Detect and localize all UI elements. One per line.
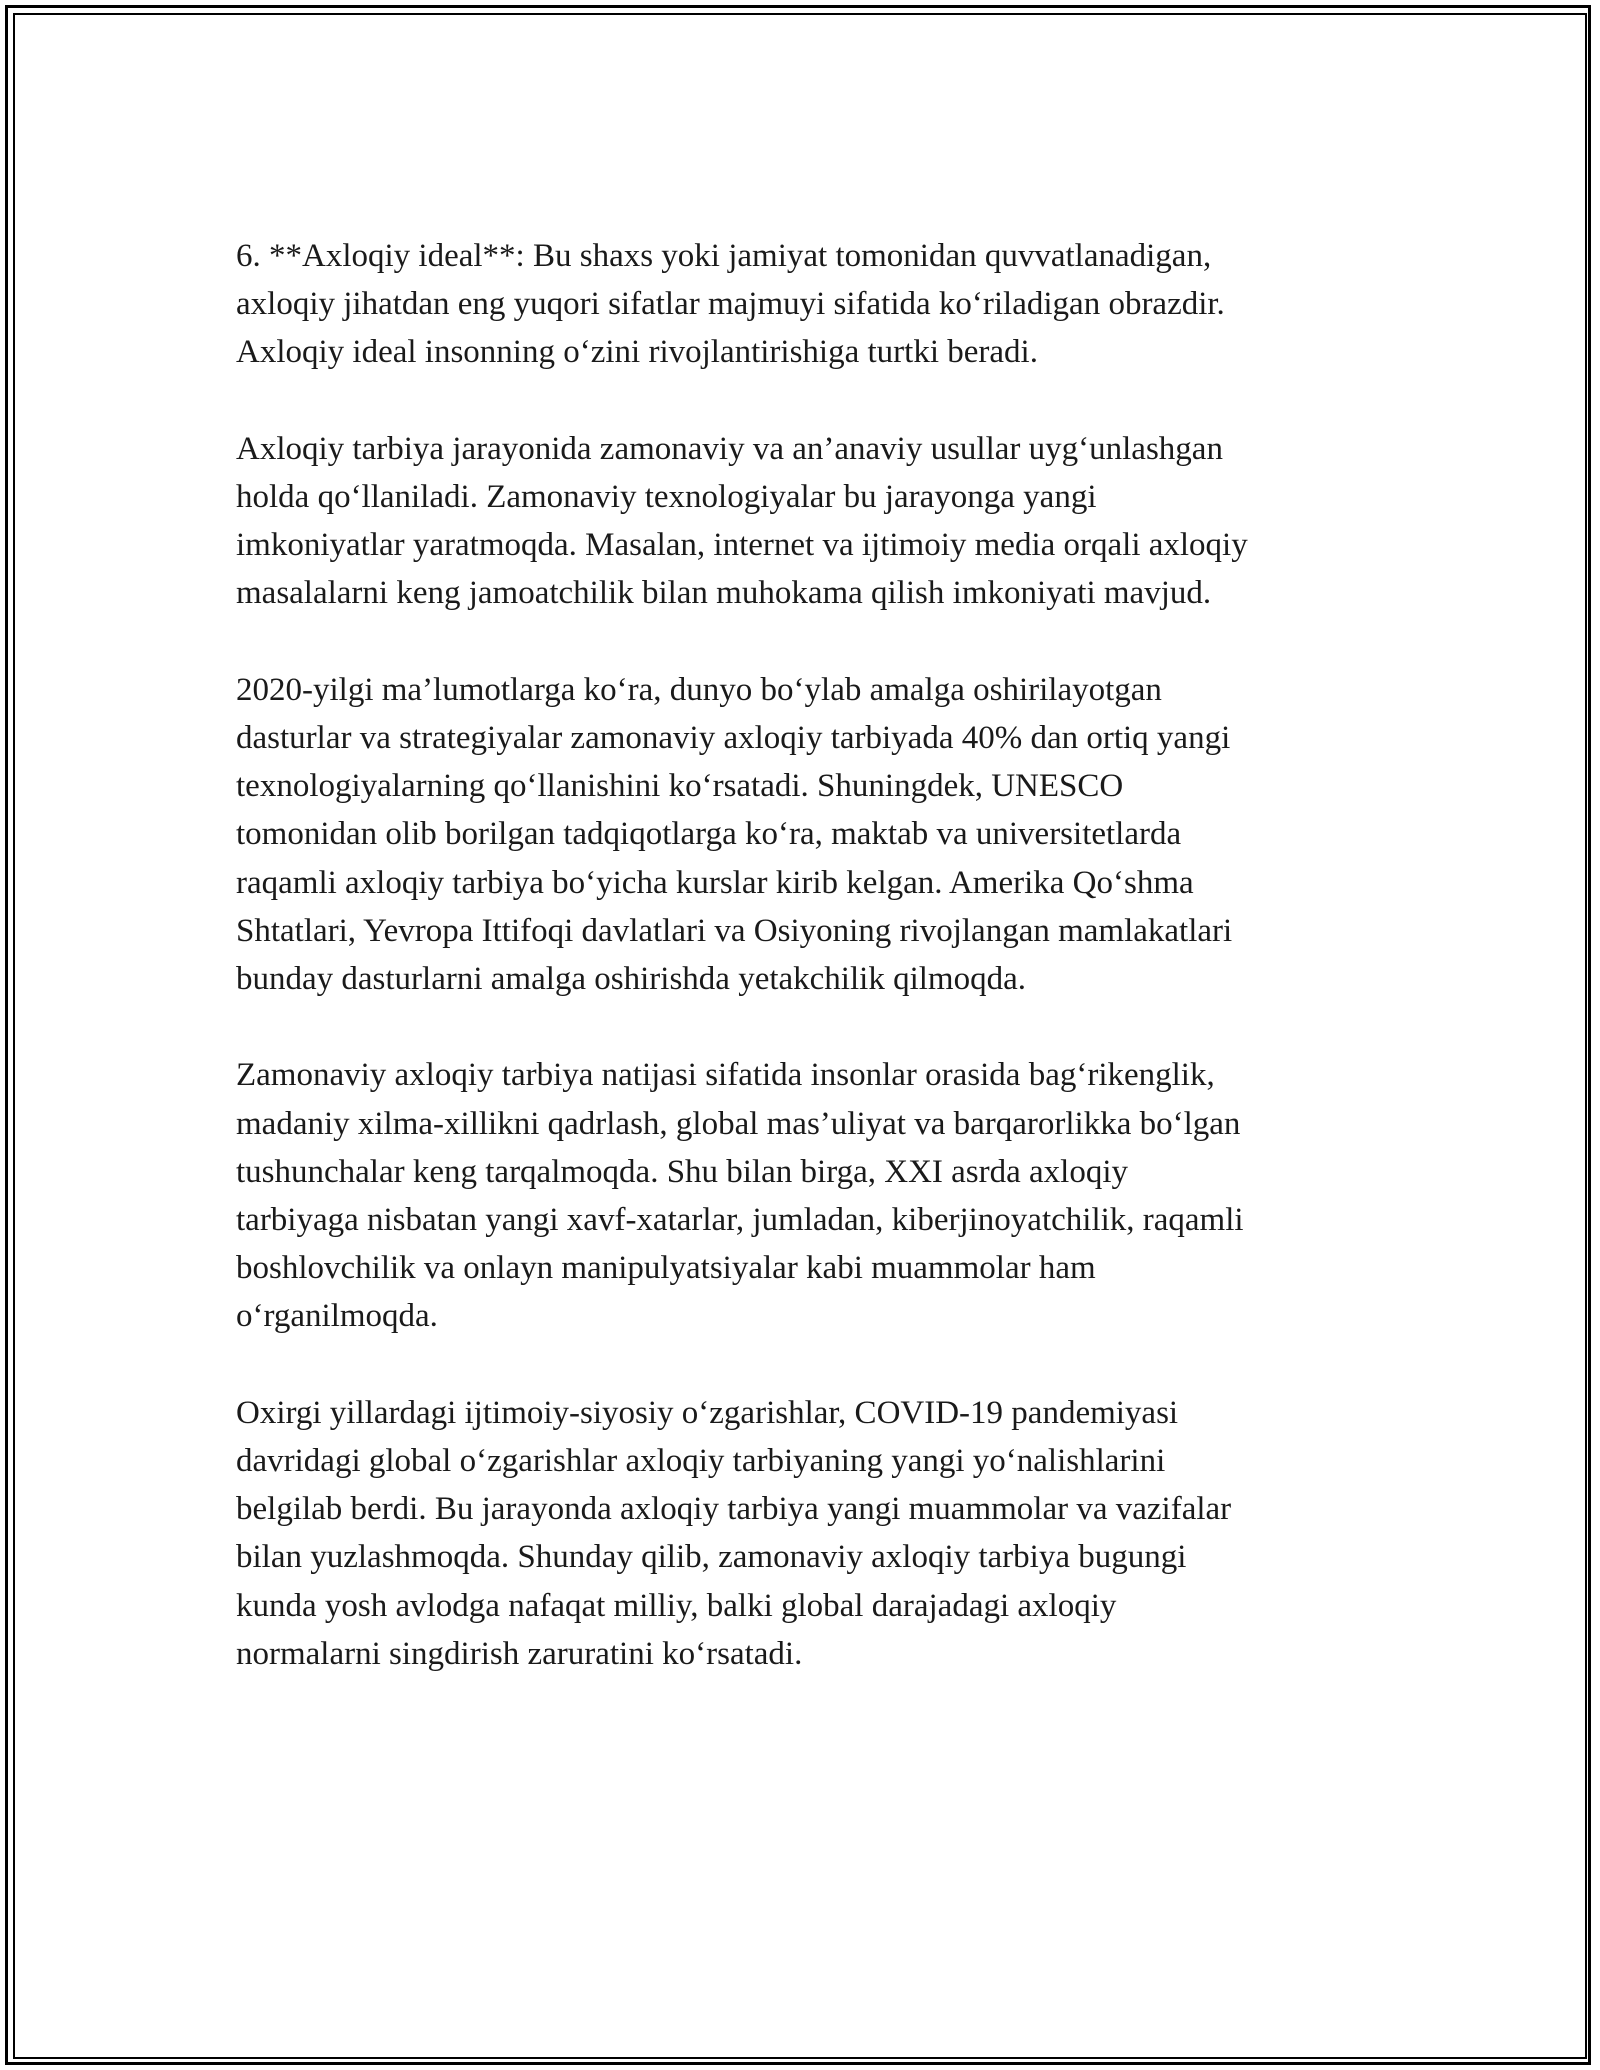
- document-body: [236, 232, 1386, 1726]
- paragraph-results: Zamonaviy axloqiy tarbiya natijasi sifatida insonlar orasida bagʻrikenglik, madaniy xilma-xillikni qadrlash, global mas’uliyat va barqarorlikka boʻlgan tushunchalar keng tarqalmoqda. Shu bilan birga, XXI asrda axloqiy tarbiyaga nisbatan yangi xavf-xatarlar, jumladan, kiberjinoyatchilik, raqamli boshlovchilik va onlayn manipulyatsiyalar kabi muammolar ham oʻrganilmoqda.: [236, 1057, 1244, 1335]
- paragraph-modern-methods: Axloqiy tarbiya jarayonida zamonaviy va an’anaviy usullar uygʻunlashgan holda qoʻllaniladi. Zamonaviy texnologiyalar bu jarayonga yangi imkoniyatlar yaratmoqda. Masalan, internet va ijtimoiy media orqali axloqiy masalalarni keng jamoatchilik bilan muhokama qilish imkoniyati mavjud.: [236, 430, 1248, 612]
- paragraph-recent-changes: Oxirgi yillardagi ijtimoiy-siyosiy oʻzgarishlar, COVID-19 pandemiyasi davridagi global oʻzgarishlar axloqiy tarbiyaning yangi yoʻnalishlarini belgilab berdi. Bu jarayonda axloqiy tarbiya yangi muammolar va vazifalar bilan yuzlashmoqda. Shunday qilib, zamonaviy axloqiy tarbiya bugungi kunda yosh avlodga nafaqat milliy, balki global darajadagi axloqiy normalarni singdirish zaruratini koʻrsatadi.: [236, 1394, 1232, 1672]
- paragraph-moral-ideal: 6. **Axloqiy ideal**: Bu shaxs yoki jamiyat tomonidan quvvatlanadigan, axloqiy jihatdan eng yuqori sifatlar majmuyi sifatida koʻriladigan obrazdir. Axloqiy ideal insonning oʻzini rivojlantirishiga turtki beradi.: [236, 238, 1225, 371]
- paragraph-2020-data: 2020-yilgi ma’lumotlarga koʻra, dunyo boʻylab amalga oshirilayotgan dasturlar va strategiyalar zamonaviy axloqiy tarbiyada 40% dan ortiq yangi texnologiyalarning qoʻllanishini koʻrsatadi. Shuningdek, UNESCO tomonidan olib borilgan tadqiqotlarga koʻra, maktab va universitetlarda raqamli axloqiy tarbiya boʻyicha kurslar kirib kelgan. Amerika Qoʻshma Shtatlari, Yevropa Ittifoqi davlatlari va Osiyoning rivojlangan mamlakatlari bunday dasturlarni amalga oshirishda yetakchilik qilmoqda.: [236, 671, 1233, 998]
